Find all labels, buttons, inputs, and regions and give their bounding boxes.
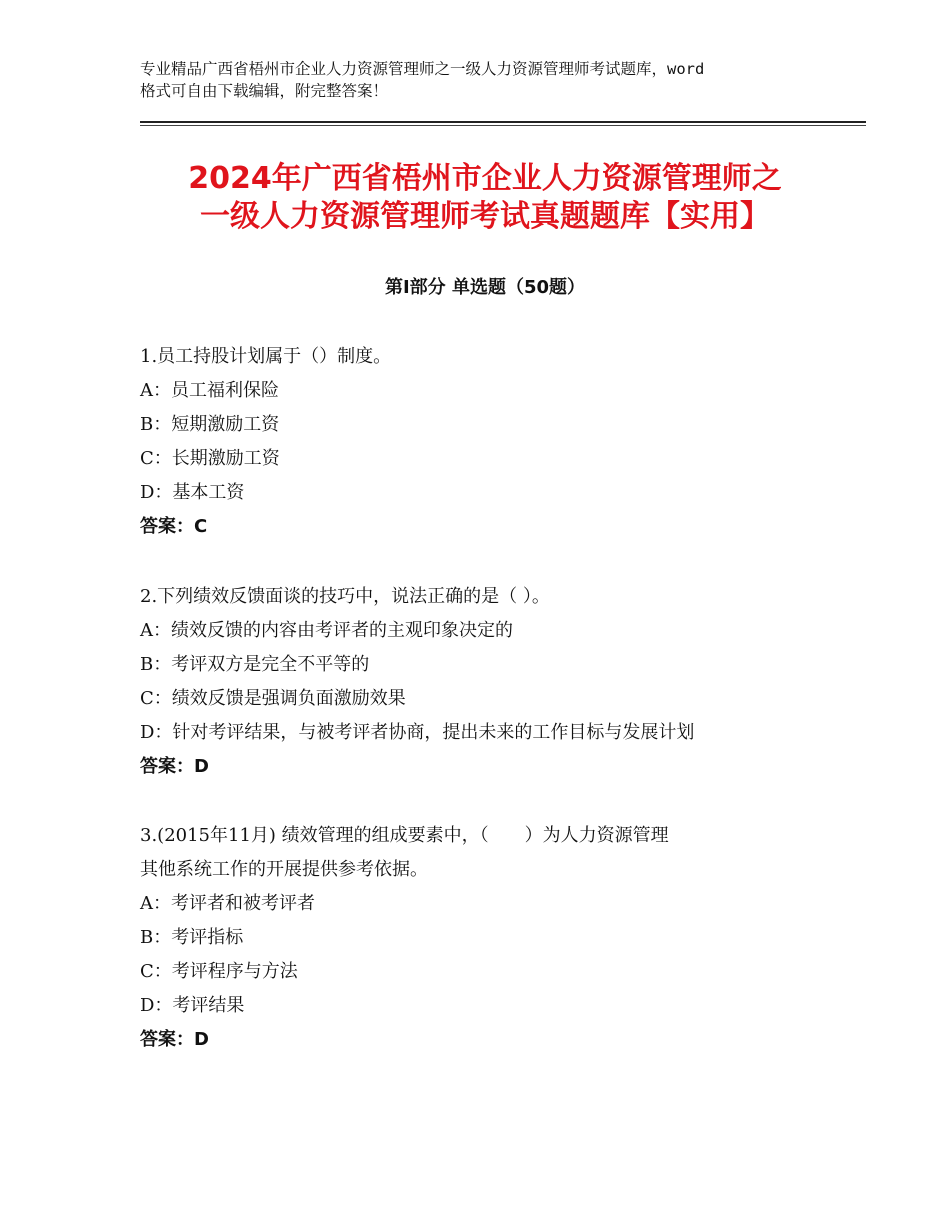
question-3-answer: 答案：D — [140, 1029, 209, 1050]
header-divider-thin — [140, 125, 866, 126]
document-title-line-2: 一级人力资源管理师考试真题题库【实用】 — [200, 199, 770, 234]
question-3-stem-line-2: 其他系统工作的开展提供参考依据。 — [140, 859, 428, 880]
header-divider-thick — [140, 121, 866, 123]
section-heading: 第Ⅰ部分 单选题（50题） — [384, 277, 585, 298]
question-1-stem: 1.员工持股计划属于（）制度。 — [140, 346, 392, 367]
question-2-answer: 答案：D — [140, 756, 209, 777]
question-2-stem: 2.下列绩效反馈面谈的技巧中，说法正确的是（ ）。 — [140, 586, 550, 607]
question-3-option-a: A：考评者和被考评者 — [140, 893, 315, 914]
header-note-line-1: 专业精品广西省梧州市企业人力资源管理师之一级人力资源管理师考试题库，word — [140, 60, 705, 78]
question-1-option-d: D：基本工资 — [140, 482, 245, 503]
document-title-line-1: 2024年广西省梧州市企业人力资源管理师之 — [188, 161, 782, 196]
question-2-option-c: C：绩效反馈是强调负面激励效果 — [140, 688, 406, 709]
question-3-option-c: C：考评程序与方法 — [140, 961, 298, 982]
question-1-answer: 答案：C — [140, 516, 208, 537]
question-3-option-d: D：考评结果 — [140, 995, 245, 1016]
question-1-option-b: B：短期激励工资 — [140, 414, 280, 435]
question-1 — [140, 340, 830, 544]
header-note-line-2: 格式可自由下载编辑，附完整答案！ — [140, 82, 389, 100]
question-2 — [140, 580, 830, 784]
question-3 — [140, 819, 830, 1057]
document-title — [140, 160, 830, 236]
question-1-option-c: C：长期激励工资 — [140, 448, 280, 469]
question-3-option-b: B：考评指标 — [140, 927, 244, 948]
header-note — [140, 58, 830, 102]
question-1-option-a: A：员工福利保险 — [140, 380, 279, 401]
question-2-option-b: B：考评双方是完全不平等的 — [140, 654, 370, 675]
question-2-option-a: A：绩效反馈的内容由考评者的主观印象决定的 — [140, 620, 513, 641]
question-2-option-d: D：针对考评结果，与被考评者协商，提出未来的工作目标与发展计划 — [140, 722, 695, 743]
question-3-stem-line-1: 3.(2015年11月) 绩效管理的组成要素中，（ ）为人力资源管理 — [140, 825, 669, 846]
